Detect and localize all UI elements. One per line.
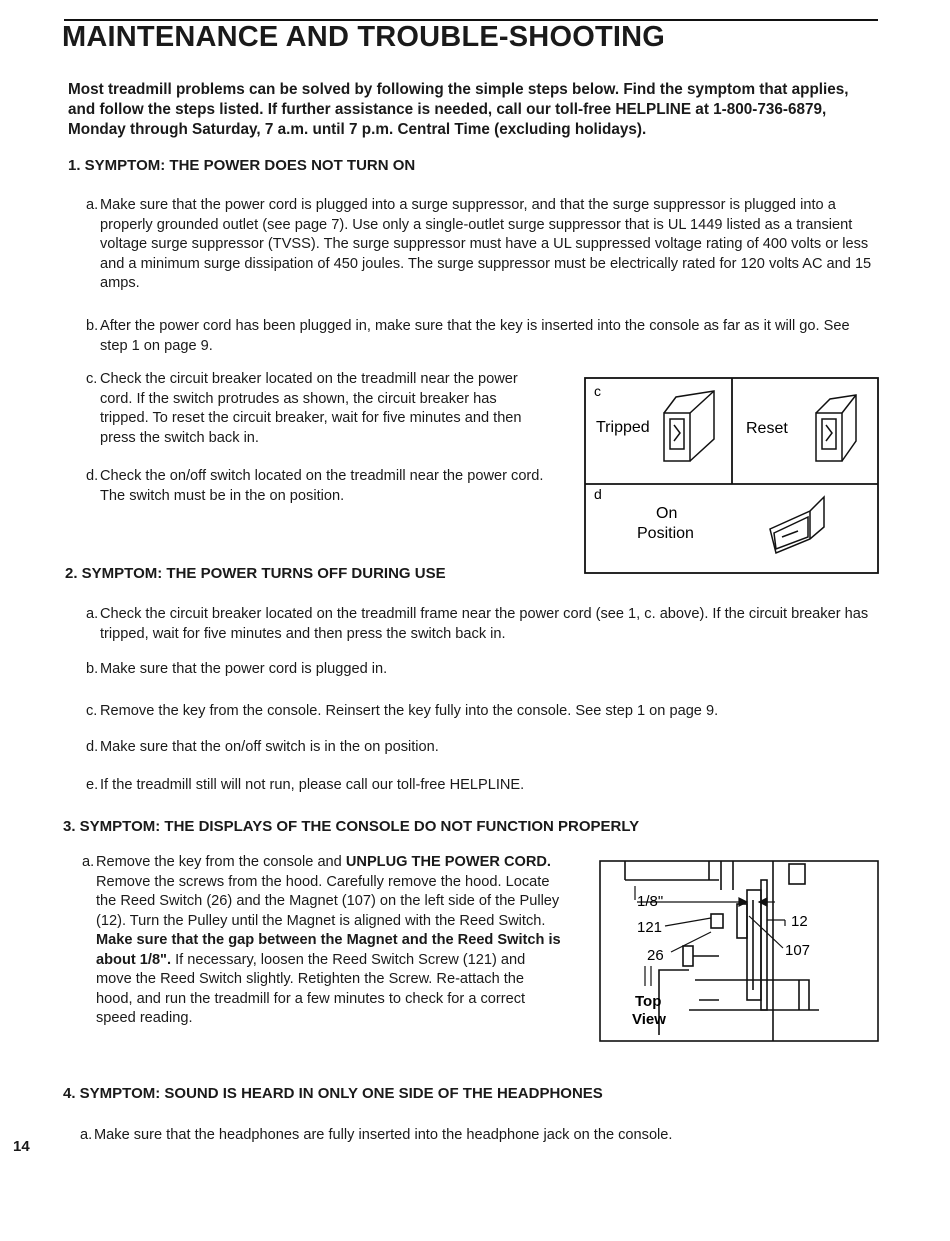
step-label: c.	[86, 703, 98, 719]
figure-d-label: d	[594, 486, 602, 502]
symptom-2-step-c	[86, 702, 878, 722]
step-text-part: Remove the key from the console and	[96, 854, 346, 870]
symptom-2-step-b	[86, 660, 878, 680]
step-text: After the power cord has been plugged in, make sure that the key is inserted into the console as far as it will go. See step 1 on page 9.	[100, 318, 850, 354]
step-text: Remove the key from the console. Reinsert the key fully into the console. See step 1 on page 9.	[100, 703, 719, 719]
step-text: Make sure that the on/off switch is in the on position.	[100, 739, 439, 755]
symptom-2-step-d	[86, 738, 878, 758]
symptom-1-step-b	[86, 317, 878, 356]
symptom-3-heading: 3. SYMPTOM: THE DISPLAYS OF THE CONSOLE DO NOT FUNCTION PROPERLY	[63, 818, 640, 835]
step-text: Make sure that the headphones are fully inserted into the headphone jack on the console.	[94, 1127, 673, 1143]
unplug-warning: UNPLUG THE POWER CORD.	[345, 854, 551, 870]
symptom-1-step-a	[86, 196, 878, 294]
step-text-part: If necessary, loosen the Reed Switch Screw (121) and move the Reed Switch slightly. Retighten the Screw. Re-attach the hood, and run the treadmill for a few minutes to check for a correct speed reading.	[96, 951, 526, 1026]
step-text: Check the on/off switch located on the treadmill near the power cord. The switch must be in the on position.	[100, 468, 544, 504]
step-label: c.	[86, 371, 98, 387]
tripped-label: Tripped	[596, 419, 650, 436]
step-text: Check the circuit breaker located on the treadmill frame near the power cord (see 1, c. above). If the circuit breaker has tripped, wait for five minutes and then press the switch back in.	[100, 606, 869, 642]
gap-warning: Make sure that the gap between the Magnet and the Reed Switch is about 1/8".	[96, 932, 561, 968]
part-107-label: 107	[785, 942, 811, 959]
part-12-label: 12	[791, 913, 808, 930]
step-label: d.	[86, 468, 99, 484]
on-label: On	[656, 505, 678, 522]
symptom-2-heading: 2. SYMPTOM: THE POWER TURNS OFF DURING USE	[65, 565, 446, 582]
view-label-top: Top	[635, 993, 662, 1010]
step-label: a.	[82, 854, 95, 870]
step-label: e.	[86, 777, 99, 793]
view-label-view: View	[632, 1011, 666, 1028]
reed-switch-figure	[599, 860, 879, 1042]
symptom-2-step-e	[86, 776, 878, 796]
step-text: Make sure that the power cord is plugged in.	[100, 661, 388, 677]
symptom-4-heading: 4. SYMPTOM: SOUND IS HEARD IN ONLY ONE SIDE OF THE HEADPHONES	[63, 1085, 603, 1102]
symptom-2-step-a	[86, 605, 878, 644]
step-label: a.	[80, 1127, 93, 1143]
step-text: Make sure that the power cord is plugged into a surge suppressor, and that the surge suppressor is plugged into a properly grounded outlet (see page 7). Use only a single-outlet surge suppressor that is UL 1449 listed as a transient voltage surge suppressor (TVSS). The surge suppressor must have a UL suppressed voltage rating of 400 volts or less and a minimum surge dissipation of 450 joules. The surge suppressor must be electrically rated for 120 volts AC and 15 amps.	[100, 197, 872, 291]
step-label: a.	[86, 606, 99, 622]
figure-c-label: c	[594, 383, 601, 399]
reset-label: Reset	[746, 420, 788, 437]
symptom-3-step-a	[82, 853, 564, 1029]
reset-breaker-icon	[816, 395, 856, 461]
page-title: MAINTENANCE AND TROUBLE-SHOOTING	[62, 21, 666, 53]
page-number: 14	[13, 1138, 30, 1155]
step-label: a.	[86, 197, 99, 213]
step-text: If the treadmill still will not run, please call our toll-free HELPLINE.	[100, 777, 525, 793]
step-text	[96, 853, 564, 1029]
step-text: Check the circuit breaker located on the treadmill near the power cord. If the switch protrudes as shown, the circuit breaker has tripped. To reset the circuit breaker, wait for five minutes and then press the switch back in.	[100, 371, 522, 446]
circuit-breaker-figure	[584, 377, 879, 574]
step-label: b.	[86, 318, 99, 334]
part-121-label: 121	[637, 919, 663, 936]
tripped-breaker-icon	[664, 391, 714, 461]
step-label: b.	[86, 661, 99, 677]
symptom-1-step-c	[86, 370, 548, 448]
on-off-switch-icon	[770, 497, 824, 553]
symptom-1-heading: 1. SYMPTOM: THE POWER DOES NOT TURN ON	[68, 157, 416, 174]
gap-measurement-label: 1/8"	[637, 893, 664, 910]
position-label: Position	[637, 525, 694, 542]
symptom-4-step-a	[80, 1126, 878, 1146]
step-text-part: Remove the screws from the hood. Carefully remove the hood. Locate the Reed Switch (26) and the Magnet (107) on the left side of the Pulley (12). Turn the Pulley until the Magnet is aligned with the Reed Switch.	[96, 873, 560, 929]
part-26-label: 26	[647, 947, 664, 964]
symptom-1-step-d	[86, 467, 548, 506]
step-label: d.	[86, 739, 99, 755]
intro-paragraph: Most treadmill problems can be solved by following the simple steps below. Find the symptom that applies, and follow the steps listed. If further assistance is needed, call our toll-free HELPLINE at 1-800-736-6879, Monday through Saturday, 7 a.m. until 7 p.m. Central Time (excluding holidays).	[68, 81, 849, 138]
